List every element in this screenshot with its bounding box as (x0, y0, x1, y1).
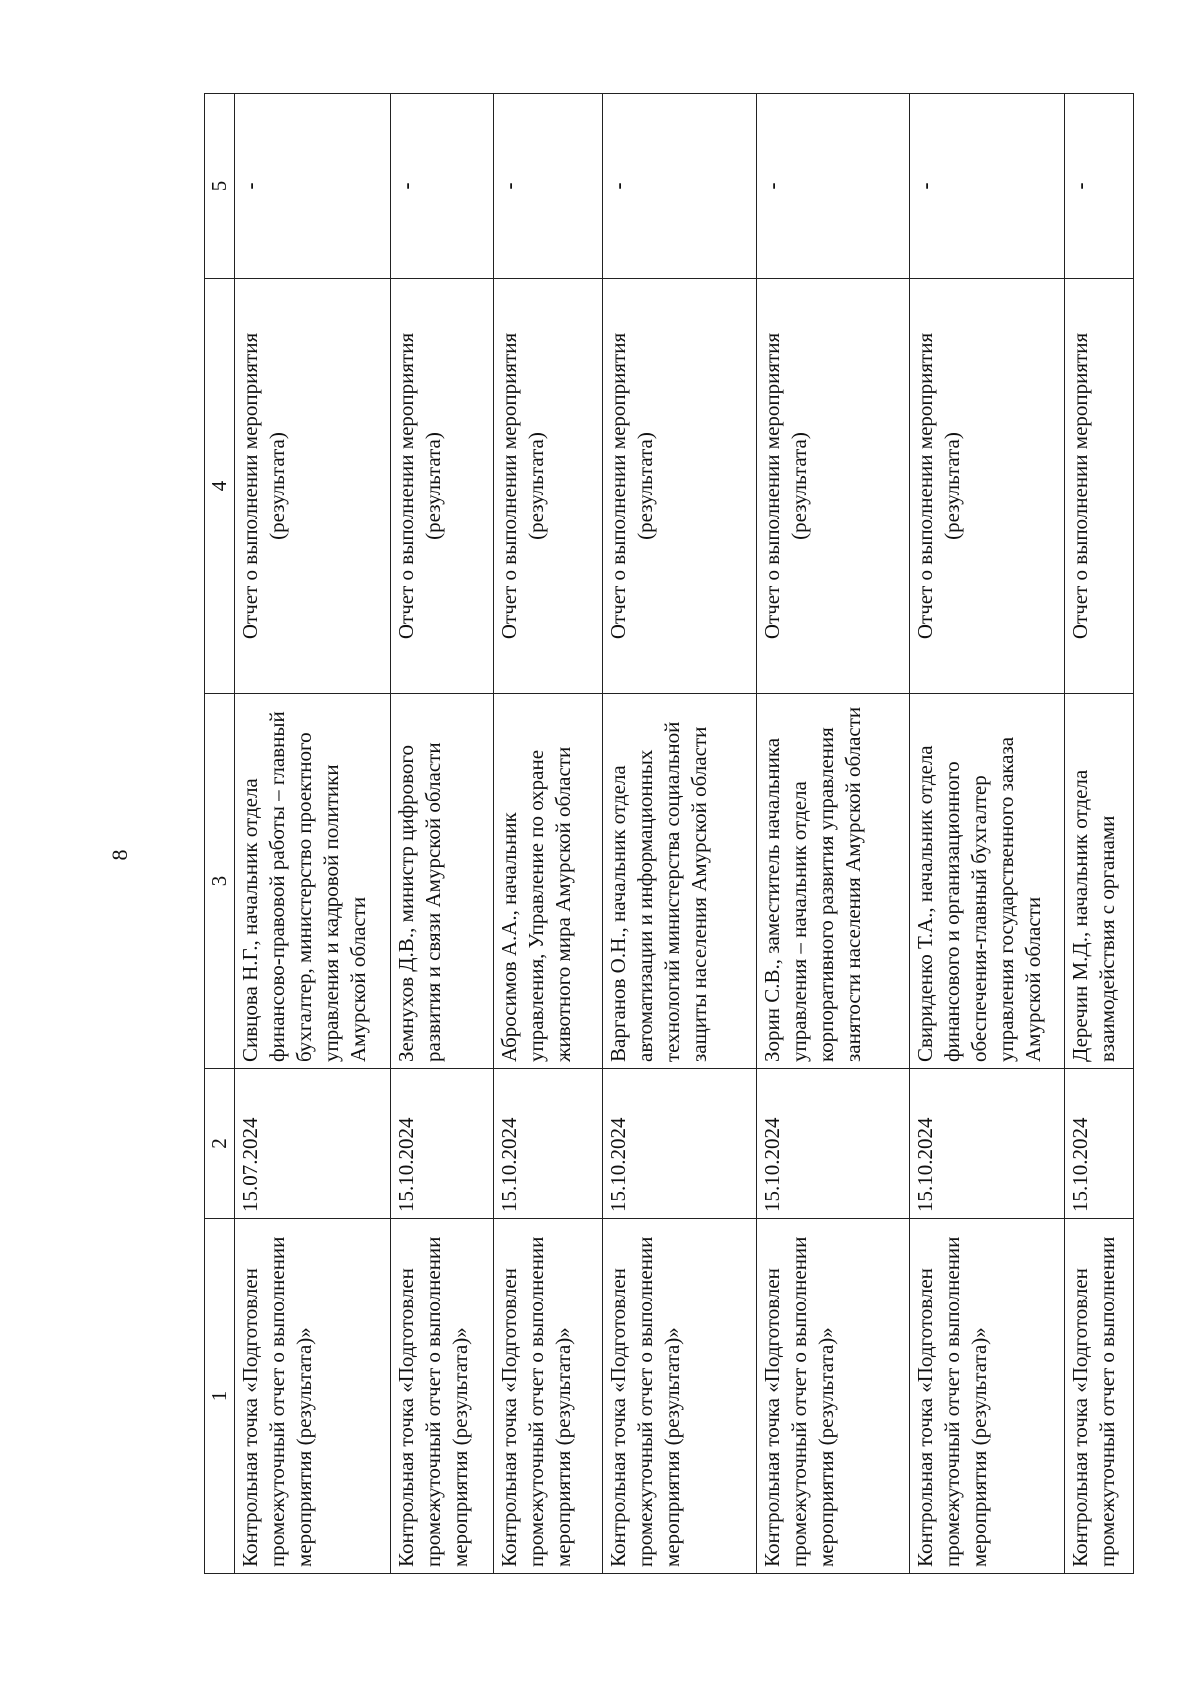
document-cell: Отчет о выполнении мероприятия (результата) (493, 279, 603, 694)
column-header-5: 5 (205, 94, 235, 279)
note-cell: - (909, 94, 1064, 279)
note-cell: - (493, 94, 603, 279)
date-cell: 15.10.2024 (390, 1069, 493, 1219)
checkpoint-cell: Контрольная точка «Подготовлен промежуточный отчет о выполнении (1065, 1219, 1134, 1574)
table-row (909, 94, 1064, 1574)
date-cell: 15.10.2024 (603, 1069, 756, 1219)
responsible-cell: Земнухов Д.В., министр цифрового развития и связи Амурской области (390, 694, 493, 1069)
table-header-row (205, 94, 235, 1574)
page-number: 8 (107, 849, 132, 861)
checkpoint-cell: Контрольная точка «Подготовлен промежуточный отчет о выполнении мероприятия (результата)» (603, 1219, 756, 1574)
column-header-2: 2 (205, 1069, 235, 1219)
document-cell: Отчет о выполнении мероприятия (результата) (909, 279, 1064, 694)
note-cell: - (390, 94, 493, 279)
responsible-cell: Свириденко Т.А., начальник отдела финансового и организационного обеспечения-главный бухгалтер управления государственного заказа Амурской области (909, 694, 1064, 1069)
date-cell: 15.10.2024 (493, 1069, 603, 1219)
checkpoints-table (204, 93, 1134, 1574)
table-row (390, 94, 493, 1574)
document-cell: Отчет о выполнении мероприятия (результата) (234, 279, 390, 694)
checkpoint-cell: Контрольная точка «Подготовлен промежуточный отчет о выполнении мероприятия (результата)» (234, 1219, 390, 1574)
table-row (493, 94, 603, 1574)
date-cell: 15.10.2024 (756, 1069, 909, 1219)
document-cell: Отчет о выполнении мероприятия (1065, 279, 1134, 694)
checkpoint-cell: Контрольная точка «Подготовлен промежуточный отчет о выполнении мероприятия (результата)» (909, 1219, 1064, 1574)
column-header-1: 1 (205, 1219, 235, 1574)
note-cell: - (234, 94, 390, 279)
document-cell: Отчет о выполнении мероприятия (результата) (603, 279, 756, 694)
date-cell: 15.07.2024 (234, 1069, 390, 1219)
note-cell: - (756, 94, 909, 279)
note-cell: - (1065, 94, 1134, 279)
responsible-cell: Абросимов А.А., начальник управления, Управление по охране животного мира Амурской области (493, 694, 603, 1069)
responsible-cell: Зорин С.В., заместитель начальника управления – начальник отдела корпоративного развития управления занятости населения Амурской области (756, 694, 909, 1069)
table-row (603, 94, 756, 1574)
date-cell: 15.10.2024 (1065, 1069, 1134, 1219)
checkpoint-cell: Контрольная точка «Подготовлен промежуточный отчет о выполнении мероприятия (результата)» (390, 1219, 493, 1574)
table-row (234, 94, 390, 1574)
date-cell: 15.10.2024 (909, 1069, 1064, 1219)
table-row (756, 94, 909, 1574)
column-header-4: 4 (205, 279, 235, 694)
rotated-table-wrapper (204, 94, 1134, 1574)
table-row (1065, 94, 1134, 1574)
document-cell: Отчет о выполнении мероприятия (результата) (756, 279, 909, 694)
responsible-cell: Варганов О.Н., начальник отдела автоматизации и информационных технологий министерства социальной защиты населения Амурской области (603, 694, 756, 1069)
document-cell: Отчет о выполнении мероприятия (результата) (390, 279, 493, 694)
checkpoint-cell: Контрольная точка «Подготовлен промежуточный отчет о выполнении мероприятия (результата)» (493, 1219, 603, 1574)
column-header-3: 3 (205, 694, 235, 1069)
checkpoint-cell: Контрольная точка «Подготовлен промежуточный отчет о выполнении мероприятия (результата)» (756, 1219, 909, 1574)
responsible-cell: Деречин М.Д., начальник отдела взаимодействия с органами (1065, 694, 1134, 1069)
responsible-cell: Сивцова Н.Г., начальник отдела финансово-правовой работы – главный бухгалтер, министерство проектного управления и кадровой политики Амурской области (234, 694, 390, 1069)
note-cell: - (603, 94, 756, 279)
